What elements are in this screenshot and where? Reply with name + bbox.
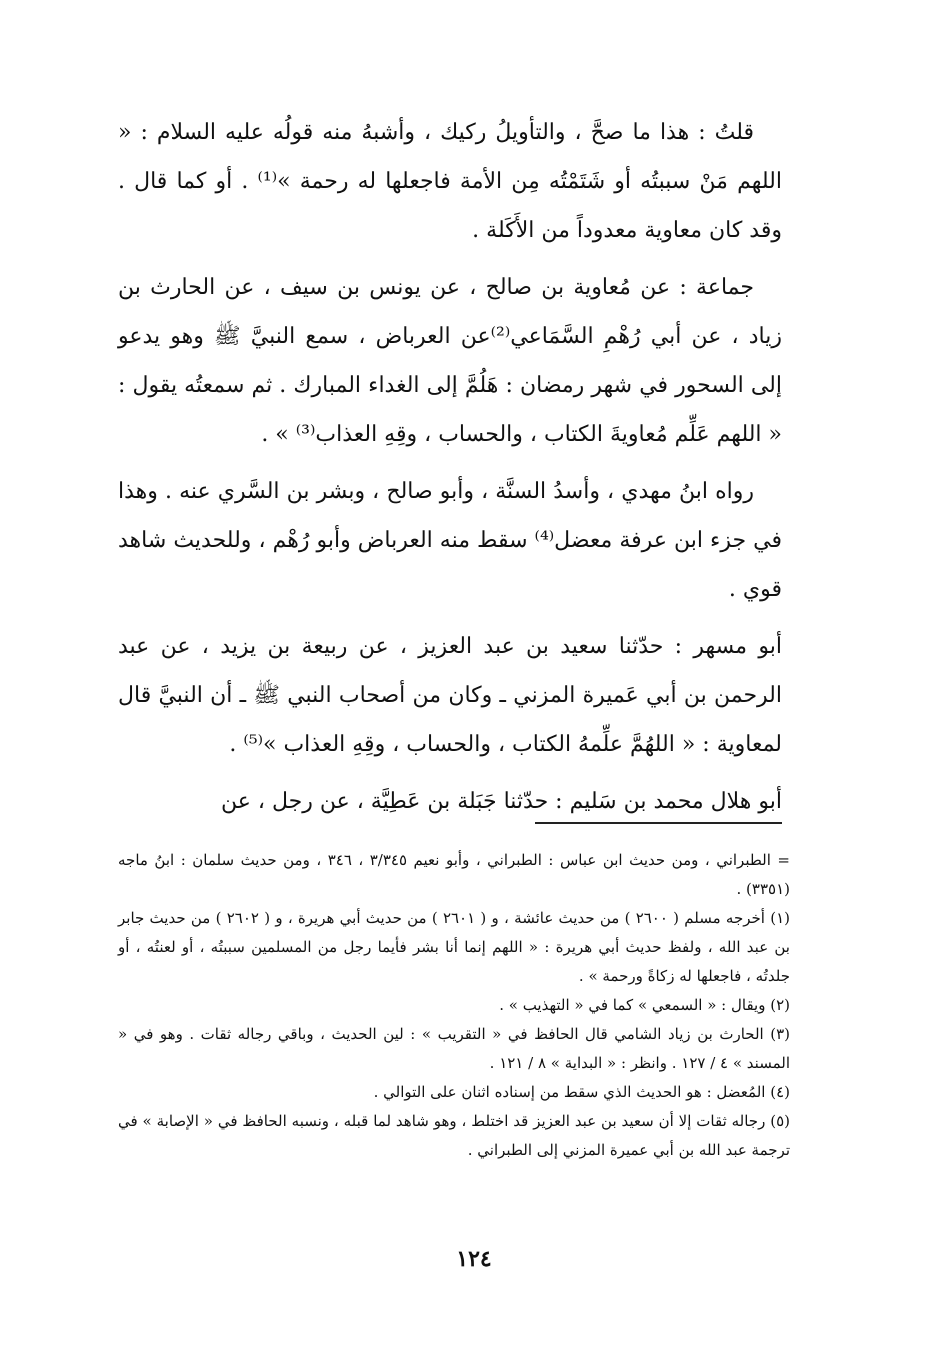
paragraph-3: رواه ابنُ مهدي ، وأسدُ السنَّة ، وأبو صالح ، وبشر بن السَّري عنه . وهذا في جزء ابن عرفة معضل⁽⁴⁾ سقط منه العرباض وأبو رُهْم ، وللحديث شاهد قوي . [118, 479, 782, 602]
paragraph-2: جماعة : عن مُعاوية بن صالح ، عن يونس بن سيف ، عن الحارث بن زياد ، عن أبي رُهْمِ السَّمَاعي⁽²⁾عن العرباض ، سمع النبيَّ ﷺ وهو يدعو إلى السحور في شهر رمضان : هَلُمَّ إلى الغداء المبارك . ثم سمعتُه يقول : « اللهم عَلِّم مُعاويةَ الكتاب ، والحساب ، وقِهِ العذاب⁽³⁾ » . [118, 275, 782, 447]
footnote-2: (٢) ويقال : « السمعي » كما في « التهذيب » . [499, 996, 790, 1014]
footnote-continuation: = الطبراني ، ومن حديث ابن عباس : الطبراني ، وأبو نعيم ٣/٣٤٥ ، ٣٤٦ ، ومن حديث سلمان : ابنُ ماجه (٣٣٥١) . [118, 851, 790, 898]
paragraph-5: أبو هلال محمد بن سَليم : حدّثنا جَبَلة بن عَطِيَّة ، عن رجل ، عن [221, 789, 782, 814]
footnote-3: (٣) الحارث بن زياد الشامي قال الحافظ في « التقريب » : لين الحديث ، وباقي رجاله ثقات . وهو في « المسند » ٤ / ١٢٧ . وانظر : « البداية » ٨ / ١٢١ . [118, 1025, 790, 1072]
paragraph-1: قلتُ : هذا ما صحَّ ، والتأويلُ ركيك ، وأشبهُ منه قولُه عليه السلام : « اللهم مَنْ سببتُه أو شَتَمْتُه مِن الأمة فاجعلها له رحمة »⁽¹⁾ . أو كما قال . وقد كان معاوية معدوداً من الأَكَلة . [118, 120, 782, 243]
paragraph-4: أبو مسهر : حدّثنا سعيد بن عبد العزيز ، عن ربيعة بن يزيد ، عن عبد الرحمن بن أبي عَميرة المزني ـ وكان من أصحاب النبي ﷺ ـ أن النبيَّ قال لمعاوية : « اللهُمَّ علِّمهُ الكتاب ، والحساب ، وقِهِ العذاب »⁽⁵⁾ . [118, 634, 783, 757]
footnote-1: (١) أخرجه مسلم ( ٢٦٠٠ ) من حديث عائشة ، و ( ٢٦٠١ ) من حديث أبي هريرة ، و ( ٢٦٠٢ ) من حديث جابر بن عبد الله ، ولفظ حديث أبي هريرة : « اللهم إنما أنا بشر فأيما رجل من المسلمين سببتُه ، أو لعنتُه ، أو جلدتُه ، فاجعلها له زكاةً ورحمة » . [118, 909, 790, 985]
main-text [118, 108, 782, 826]
footnote-4: (٤) المُعضل : هو الحديث الذي سقط من إسناده اثنان على التوالي . [373, 1083, 790, 1101]
footnote-5: (٥) رجاله ثقات إلا أن سعيد بن عبد العزيز قد اختلط ، وهو شاهد لما قبله ، ونسبه الحافظ في « الإصابة » في ترجمة عبد الله بن أبي عميرة المزني إلى الطبراني . [118, 1112, 790, 1159]
page-number: ١٢٤ [456, 1246, 492, 1272]
footnote-separator [535, 822, 782, 824]
footnotes [118, 846, 790, 1165]
